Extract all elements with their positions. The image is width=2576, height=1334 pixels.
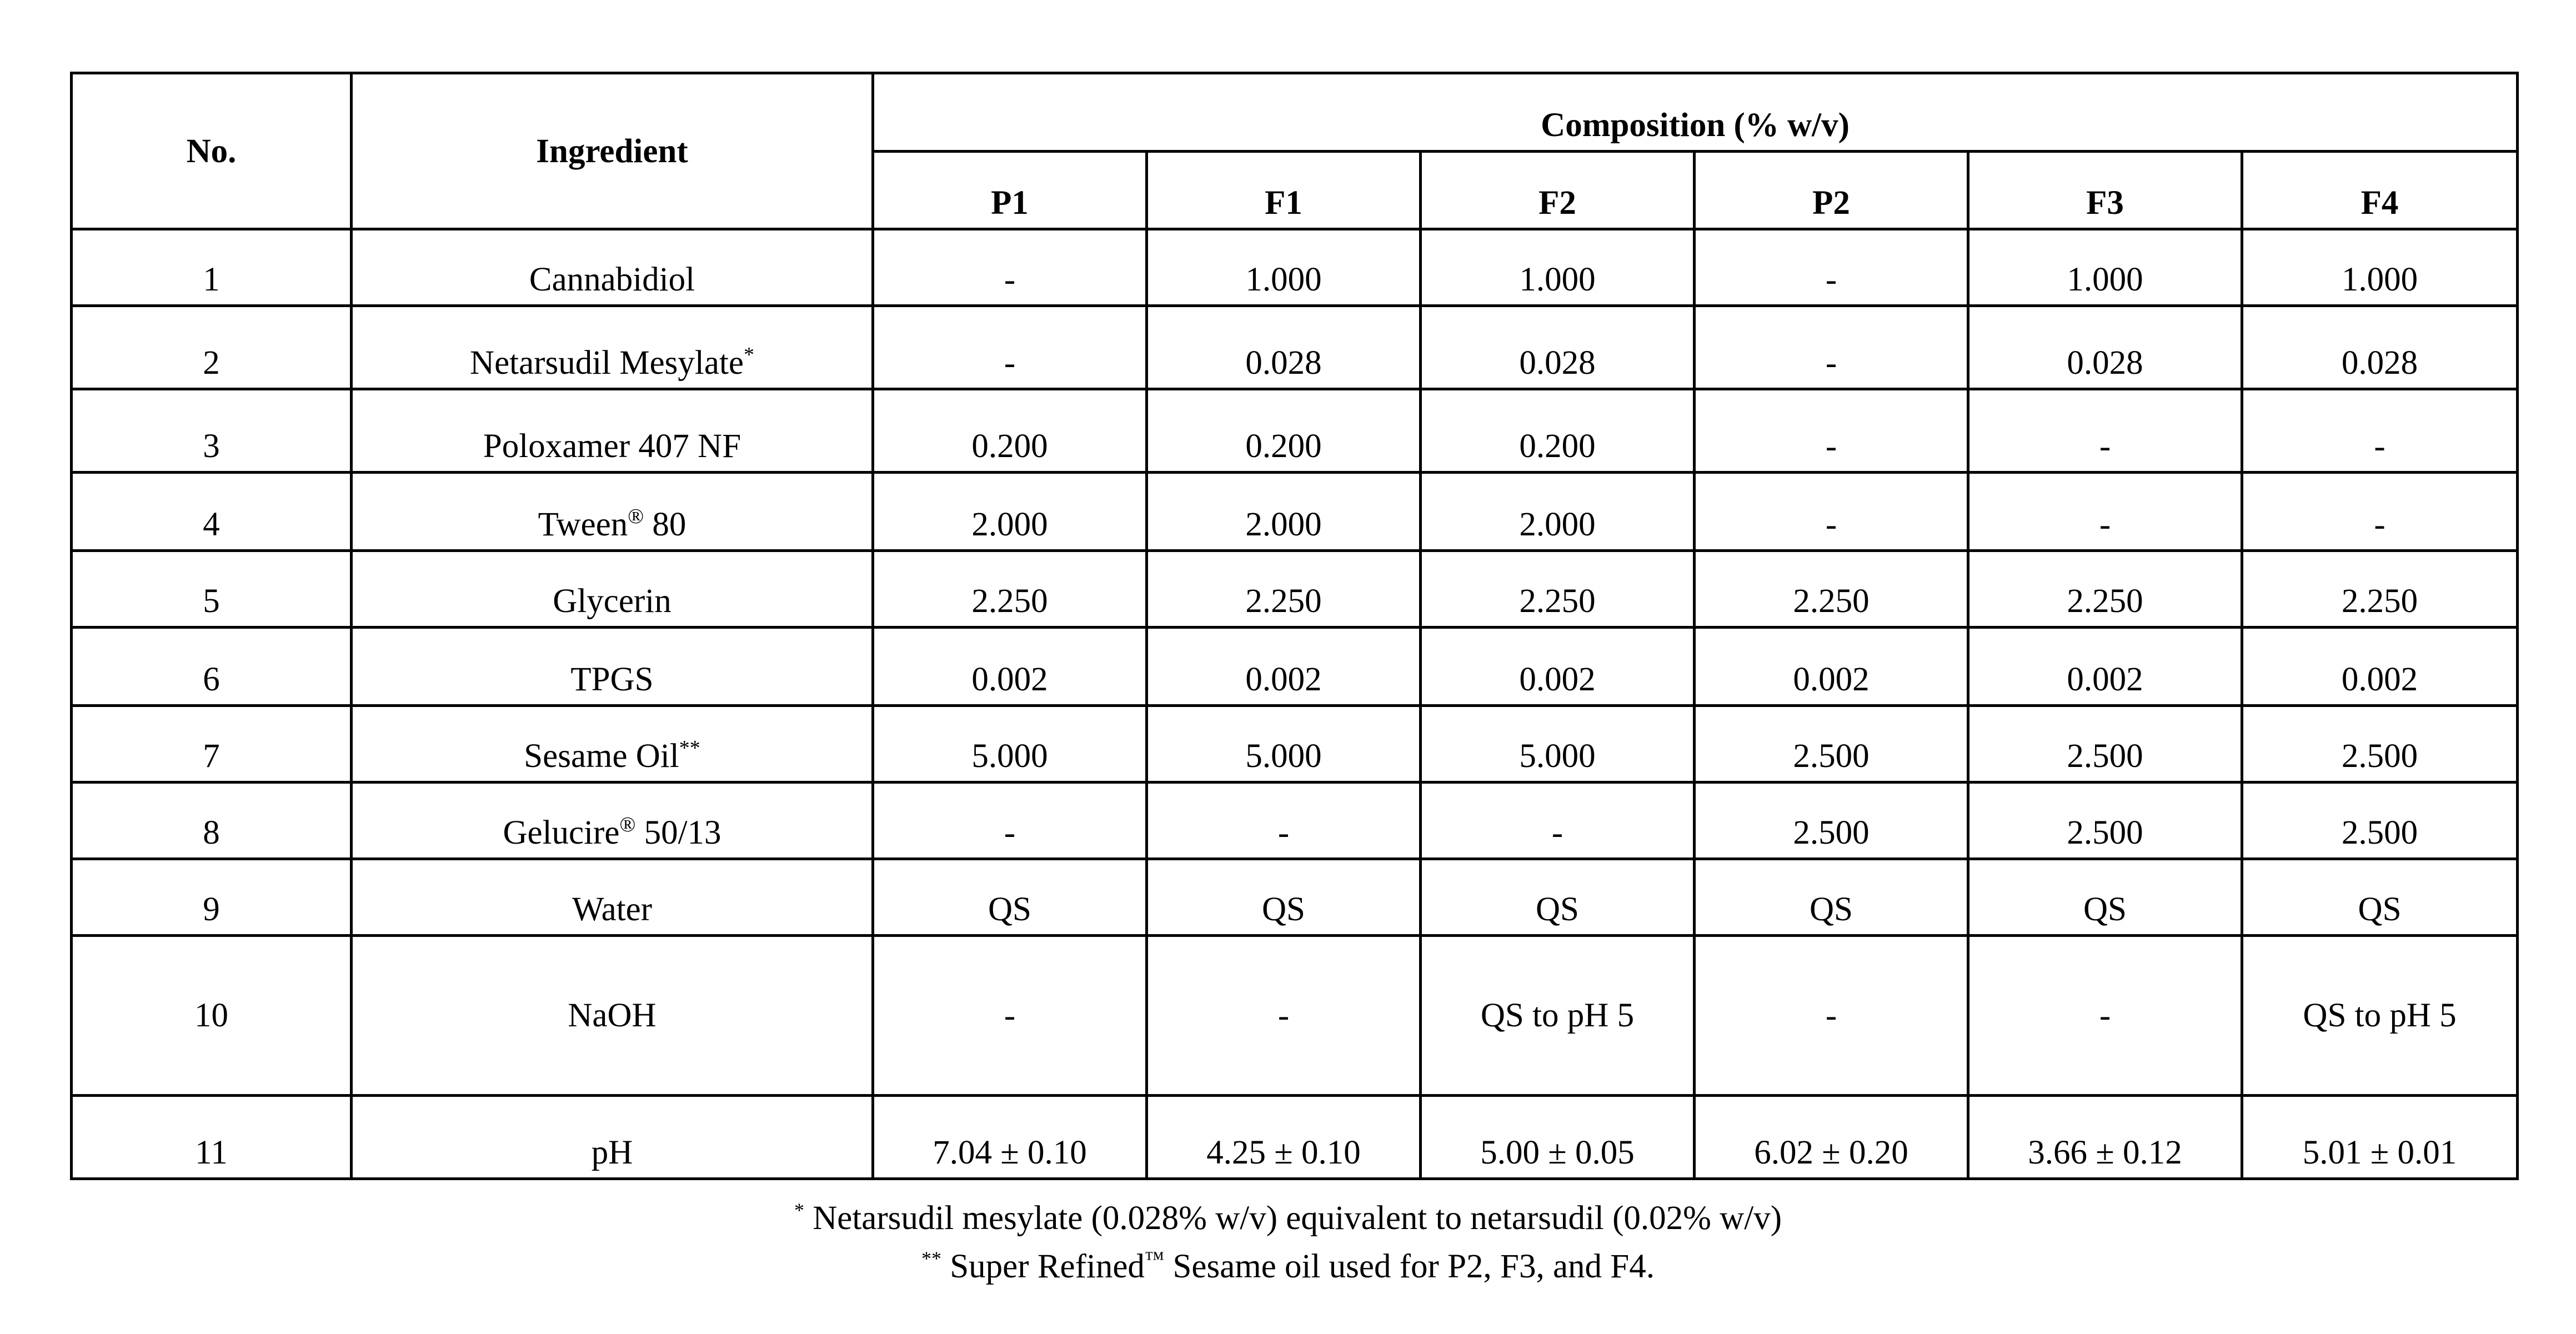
table-row <box>72 783 2518 859</box>
row-number: 3 <box>72 389 352 473</box>
value-cell: 2.500 <box>2242 706 2518 783</box>
footnote <box>0 1247 2576 1285</box>
ingredient-cell <box>352 306 873 389</box>
ingredient-name: Water <box>572 891 653 928</box>
ingredient-cell <box>352 389 873 473</box>
header-formulation: F3 <box>1968 152 2242 229</box>
ingredient-cell <box>352 783 873 859</box>
value-cell: 2.250 <box>1421 551 1695 628</box>
value-cell: - <box>1695 389 1968 473</box>
value-cell: - <box>1695 473 1968 551</box>
ingredient-cell <box>352 551 873 628</box>
value-cell: QS to pH 5 <box>1421 936 1695 1096</box>
value-cell: 2.250 <box>1968 551 2242 628</box>
row-number: 6 <box>72 628 352 706</box>
value-cell: 2.250 <box>2242 551 2518 628</box>
value-cell: - <box>1695 306 1968 389</box>
footnote-text: Super Refined <box>941 1248 1145 1285</box>
value-cell: - <box>873 936 1147 1096</box>
value-cell: 2.250 <box>873 551 1147 628</box>
value-cell: 1.000 <box>2242 229 2518 306</box>
ingredient-mark: * <box>743 343 754 367</box>
footnote <box>0 1201 2576 1235</box>
value-cell: 0.002 <box>1968 628 2242 706</box>
header-composition: Composition (% w/v) <box>873 73 2518 152</box>
value-cell: QS <box>1421 859 1695 936</box>
value-cell: 2.250 <box>1695 551 1968 628</box>
value-cell: 4.25 ± 0.10 <box>1147 1096 1421 1179</box>
ingredient-cell <box>352 1096 873 1179</box>
row-number: 4 <box>72 473 352 551</box>
value-cell: 0.028 <box>1968 306 2242 389</box>
value-cell: - <box>873 306 1147 389</box>
row-number: 5 <box>72 551 352 628</box>
ingredient-cell <box>352 229 873 306</box>
ingredient-name: NaOH <box>568 997 656 1034</box>
value-cell: 2.500 <box>1695 783 1968 859</box>
value-cell: 0.002 <box>1147 628 1421 706</box>
value-cell: 2.250 <box>1147 551 1421 628</box>
footnote-mark: * <box>794 1199 804 1221</box>
header-formulation: F1 <box>1147 152 1421 229</box>
header-formulation: P1 <box>873 152 1147 229</box>
ingredient-cell <box>352 473 873 551</box>
value-cell: 0.028 <box>2242 306 2518 389</box>
value-cell: 2.500 <box>1968 706 2242 783</box>
ingredient-name: Tween <box>538 506 628 543</box>
footnote-mark-2: ™ <box>1144 1247 1165 1270</box>
ingredient-cell <box>352 628 873 706</box>
value-cell: - <box>873 229 1147 306</box>
row-number: 7 <box>72 706 352 783</box>
value-cell: - <box>1968 473 2242 551</box>
ingredient-mark: ® <box>619 813 636 836</box>
header-formulation: P2 <box>1695 152 1968 229</box>
row-number: 10 <box>72 936 352 1096</box>
ingredient-name: Sesame Oil <box>524 738 679 775</box>
ingredient-cell <box>352 936 873 1096</box>
value-cell: QS <box>1968 859 2242 936</box>
ingredient-cell <box>352 859 873 936</box>
table-row <box>72 389 2518 473</box>
ingredient-suffix: 50/13 <box>635 814 721 851</box>
table-row <box>72 473 2518 551</box>
value-cell: 0.200 <box>873 389 1147 473</box>
value-cell: 5.01 ± 0.01 <box>2242 1096 2518 1179</box>
value-cell: 5.000 <box>1147 706 1421 783</box>
header-ingredient: Ingredient <box>352 73 873 229</box>
row-number: 2 <box>72 306 352 389</box>
composition-table <box>70 72 2519 1180</box>
value-cell: 2.000 <box>873 473 1147 551</box>
value-cell: 2.500 <box>1695 706 1968 783</box>
table-row <box>72 936 2518 1096</box>
value-cell: - <box>1695 229 1968 306</box>
value-cell: 5.00 ± 0.05 <box>1421 1096 1695 1179</box>
row-number: 1 <box>72 229 352 306</box>
value-cell: 2.000 <box>1147 473 1421 551</box>
ingredient-cell <box>352 706 873 783</box>
ingredient-mark: ® <box>628 505 644 528</box>
ingredient-name: TPGS <box>570 661 654 698</box>
row-number: 8 <box>72 783 352 859</box>
value-cell: - <box>1421 783 1695 859</box>
ingredient-name: pH <box>591 1134 633 1171</box>
ingredient-name: Gelucire <box>503 814 620 851</box>
table-row <box>72 859 2518 936</box>
value-cell: 0.028 <box>1421 306 1695 389</box>
value-cell: 6.02 ± 0.20 <box>1695 1096 1968 1179</box>
value-cell: 0.200 <box>1421 389 1695 473</box>
table-row <box>72 551 2518 628</box>
value-cell: - <box>1968 389 2242 473</box>
value-cell: QS <box>2242 859 2518 936</box>
table-row <box>72 306 2518 389</box>
ingredient-name: Cannabidiol <box>529 261 695 298</box>
value-cell: 1.000 <box>1968 229 2242 306</box>
value-cell: 2.000 <box>1421 473 1695 551</box>
row-number: 9 <box>72 859 352 936</box>
value-cell: 1.000 <box>1147 229 1421 306</box>
value-cell: - <box>2242 473 2518 551</box>
value-cell: 0.002 <box>2242 628 2518 706</box>
value-cell: - <box>873 783 1147 859</box>
value-cell: - <box>1968 936 2242 1096</box>
value-cell: 1.000 <box>1421 229 1695 306</box>
value-cell: 0.002 <box>873 628 1147 706</box>
ingredient-name: Poloxamer 407 NF <box>483 428 741 465</box>
ingredient-name: Netarsudil Mesylate <box>470 344 744 382</box>
footnote-text: Netarsudil mesylate (0.028% w/v) equivalent to netarsudil (0.02% w/v) <box>804 1200 1782 1237</box>
header-row-group <box>72 73 2518 152</box>
ingredient-suffix: 80 <box>644 506 686 543</box>
value-cell: 2.500 <box>1968 783 2242 859</box>
table-row <box>72 706 2518 783</box>
ingredient-name: Glycerin <box>553 583 671 620</box>
value-cell: - <box>1147 936 1421 1096</box>
value-cell: - <box>1147 783 1421 859</box>
header-no: No. <box>72 73 352 229</box>
table-row <box>72 1096 2518 1179</box>
value-cell: 7.04 ± 0.10 <box>873 1096 1147 1179</box>
value-cell: QS <box>1695 859 1968 936</box>
value-cell: QS to pH 5 <box>2242 936 2518 1096</box>
value-cell: 5.000 <box>873 706 1147 783</box>
footnote-text-2: Sesame oil used for P2, F3, and F4. <box>1164 1248 1655 1285</box>
table-row <box>72 628 2518 706</box>
header-formulation: F4 <box>2242 152 2518 229</box>
value-cell: 0.002 <box>1421 628 1695 706</box>
value-cell: 0.200 <box>1147 389 1421 473</box>
value-cell: 0.028 <box>1147 306 1421 389</box>
table-row <box>72 229 2518 306</box>
value-cell: 0.002 <box>1695 628 1968 706</box>
value-cell: QS <box>1147 859 1421 936</box>
header-formulation: F2 <box>1421 152 1695 229</box>
value-cell: 2.500 <box>2242 783 2518 859</box>
ingredient-mark: ** <box>679 736 700 760</box>
value-cell: - <box>1695 936 1968 1096</box>
footnote-mark: ** <box>921 1247 941 1270</box>
row-number: 11 <box>72 1096 352 1179</box>
value-cell: 3.66 ± 0.12 <box>1968 1096 2242 1179</box>
value-cell: - <box>2242 389 2518 473</box>
value-cell: 5.000 <box>1421 706 1695 783</box>
value-cell: QS <box>873 859 1147 936</box>
